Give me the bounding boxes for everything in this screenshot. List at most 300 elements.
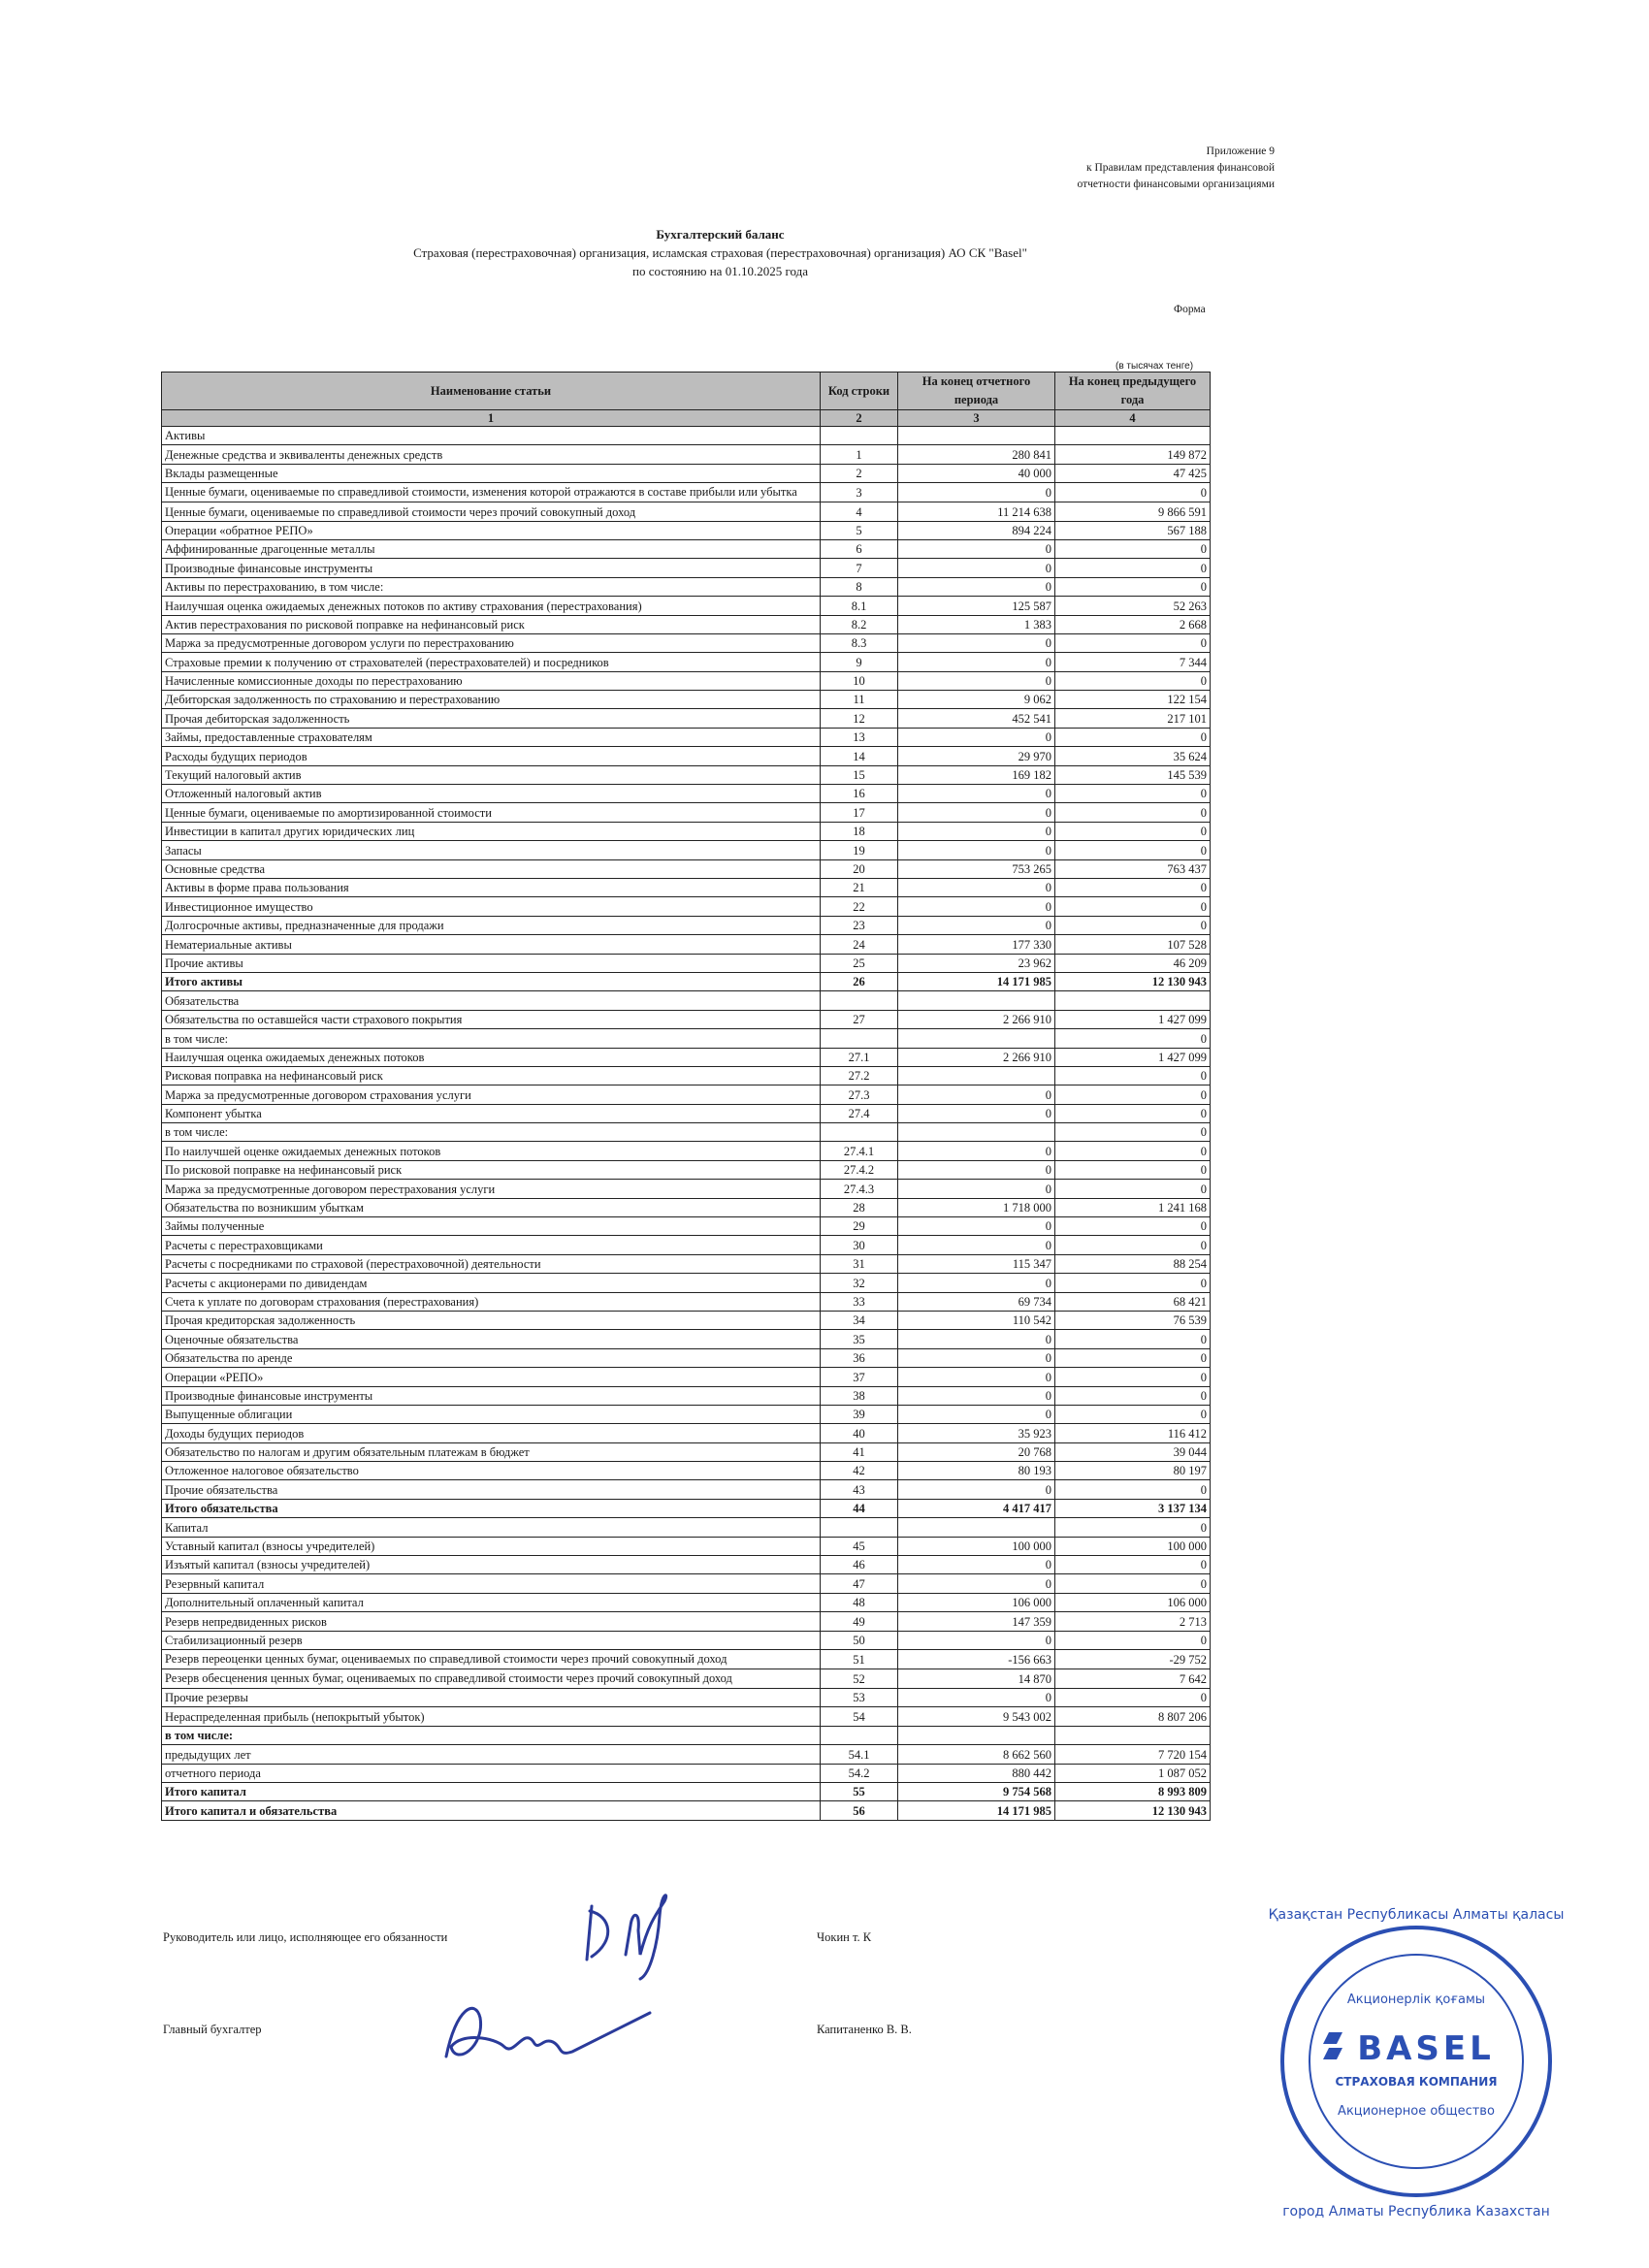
- row-current-value: 4 417 417: [898, 1499, 1055, 1517]
- row-name: Счета к уплате по договорам страхования (перестрахования): [162, 1292, 821, 1311]
- table-row: [162, 539, 1211, 558]
- row-name: Денежные средства и эквиваленты денежных средств: [162, 445, 821, 464]
- row-name: Расчеты с акционерами по дивидендам: [162, 1274, 821, 1292]
- table-row: [162, 691, 1211, 709]
- row-code: 4: [821, 502, 898, 521]
- row-previous-value: 217 101: [1055, 709, 1211, 728]
- head-name: Чокин т. К: [817, 1930, 872, 1944]
- accountant-signature-label: Главный бухгалтер: [163, 2023, 262, 2036]
- row-previous-value: 0: [1055, 1330, 1211, 1348]
- row-code: 27.1: [821, 1048, 898, 1066]
- row-code: 1: [821, 445, 898, 464]
- appendix-line: к Правилам представления финансовой: [1085, 162, 1275, 174]
- row-current-value: 14 171 985: [898, 972, 1055, 990]
- row-previous-value: 0: [1055, 1556, 1211, 1574]
- row-name: Доходы будущих периодов: [162, 1424, 821, 1442]
- row-previous-value: 7 642: [1055, 1669, 1211, 1689]
- row-previous-value: 12 130 943: [1055, 1801, 1211, 1820]
- row-code: 27: [821, 1010, 898, 1028]
- form-label: Форма: [1174, 304, 1206, 315]
- header-row-code: Код строки: [821, 373, 898, 410]
- row-current-value: 0: [898, 653, 1055, 671]
- row-code: [821, 427, 898, 445]
- row-previous-value: 88 254: [1055, 1254, 1211, 1273]
- row-current-value: 40 000: [898, 464, 1055, 482]
- row-current-value: -156 663: [898, 1650, 1055, 1669]
- row-name: Маржа за предусмотренные договором услуги по перестрахованию: [162, 633, 821, 652]
- row-previous-value: 1 427 099: [1055, 1010, 1211, 1028]
- row-current-value: 110 542: [898, 1311, 1055, 1329]
- row-current-value: 0: [898, 1085, 1055, 1104]
- row-previous-value: 2 668: [1055, 615, 1211, 633]
- row-previous-value: 0: [1055, 803, 1211, 822]
- row-previous-value: 1 087 052: [1055, 1764, 1211, 1782]
- row-code: 51: [821, 1650, 898, 1669]
- table-row: [162, 1707, 1211, 1726]
- stamp-outer-text: Қазақстан Республикасы Алматы қаласы: [1268, 1907, 1565, 1923]
- table-row: [162, 1180, 1211, 1198]
- row-previous-value: 8 993 809: [1055, 1782, 1211, 1800]
- row-code: 26: [821, 972, 898, 990]
- row-name: Прочая дебиторская задолженность: [162, 709, 821, 728]
- table-row: [162, 1593, 1211, 1611]
- header-number: 3: [898, 410, 1055, 427]
- row-code: 27.2: [821, 1066, 898, 1085]
- row-previous-value: 35 624: [1055, 747, 1211, 765]
- row-name: в том числе:: [162, 1726, 821, 1744]
- table-row: [162, 1198, 1211, 1216]
- row-previous-value: 0: [1055, 1160, 1211, 1179]
- row-name: Займы полученные: [162, 1217, 821, 1236]
- row-current-value: [898, 1726, 1055, 1744]
- table-row: [162, 897, 1211, 916]
- row-name: Резерв непредвиденных рисков: [162, 1612, 821, 1631]
- row-current-value: 80 193: [898, 1462, 1055, 1480]
- row-current-value: 452 541: [898, 709, 1055, 728]
- row-name: Дебиторская задолженность по страхованию и перестрахованию: [162, 691, 821, 709]
- row-code: 20: [821, 859, 898, 878]
- table-row: [162, 859, 1211, 878]
- row-name: в том числе:: [162, 1029, 821, 1048]
- row-current-value: 8 662 560: [898, 1745, 1055, 1764]
- row-name: Изъятый капитал (взносы учредителей): [162, 1556, 821, 1574]
- table-row: [162, 1574, 1211, 1593]
- table-row: [162, 1782, 1211, 1800]
- row-previous-value: 0: [1055, 1480, 1211, 1499]
- header-number: 2: [821, 410, 898, 427]
- table-row: [162, 747, 1211, 765]
- table-row: [162, 878, 1211, 896]
- row-name: Обязательства по возникшим убыткам: [162, 1198, 821, 1216]
- row-current-value: 14 171 985: [898, 1801, 1055, 1820]
- row-code: 31: [821, 1254, 898, 1273]
- row-name: Инвестиционное имущество: [162, 897, 821, 916]
- appendix-line: отчетности финансовыми организациями: [1077, 178, 1275, 190]
- row-code: 13: [821, 728, 898, 746]
- row-name: Стабилизационный резерв: [162, 1631, 821, 1649]
- row-code: [821, 991, 898, 1010]
- header-current-period: На конец отчетного периода: [898, 373, 1055, 410]
- row-name: Инвестиции в капитал других юридических лиц: [162, 822, 821, 840]
- row-current-value: 880 442: [898, 1764, 1055, 1782]
- table-row: [162, 1537, 1211, 1555]
- row-name: Аффинированные драгоценные металлы: [162, 539, 821, 558]
- row-current-value: 9 754 568: [898, 1782, 1055, 1800]
- head-signature: [572, 1887, 718, 1984]
- row-name: Прочая кредиторская задолженность: [162, 1311, 821, 1329]
- row-name: Оценочные обязательства: [162, 1330, 821, 1348]
- row-previous-value: 0: [1055, 1104, 1211, 1122]
- row-code: 38: [821, 1386, 898, 1405]
- table-row: [162, 709, 1211, 728]
- row-name: Итого обязательства: [162, 1499, 821, 1517]
- row-current-value: [898, 1066, 1055, 1085]
- row-current-value: 280 841: [898, 445, 1055, 464]
- row-previous-value: 12 130 943: [1055, 972, 1211, 990]
- row-code: 15: [821, 765, 898, 784]
- row-code: 25: [821, 954, 898, 972]
- row-code: 3: [821, 483, 898, 502]
- row-current-value: 753 265: [898, 859, 1055, 878]
- row-code: 5: [821, 521, 898, 539]
- row-current-value: 0: [898, 1330, 1055, 1348]
- row-code: 36: [821, 1348, 898, 1367]
- row-previous-value: 1 427 099: [1055, 1048, 1211, 1066]
- head-signature-label: Руководитель или лицо, исполняющее его обязанности: [163, 1930, 448, 1944]
- row-code: 43: [821, 1480, 898, 1499]
- header-previous-year: На конец предыдущего года: [1055, 373, 1211, 410]
- row-code: 17: [821, 803, 898, 822]
- row-previous-value: 0: [1055, 1123, 1211, 1142]
- row-code: 10: [821, 671, 898, 690]
- row-code: 27.3: [821, 1085, 898, 1104]
- row-current-value: 115 347: [898, 1254, 1055, 1273]
- document-title: Бухгалтерский баланс: [656, 227, 785, 242]
- row-name: Компонент убытка: [162, 1104, 821, 1122]
- row-current-value: 0: [898, 1556, 1055, 1574]
- row-name: Операции «обратное РЕПО»: [162, 521, 821, 539]
- row-name: Запасы: [162, 841, 821, 859]
- row-previous-value: 0: [1055, 1689, 1211, 1707]
- table-row: [162, 1217, 1211, 1236]
- row-name: Нераспределенная прибыль (непокрытый убыток): [162, 1707, 821, 1726]
- row-previous-value: 0: [1055, 785, 1211, 803]
- table-row: [162, 1801, 1211, 1820]
- row-code: 55: [821, 1782, 898, 1800]
- row-previous-value: 0: [1055, 1518, 1211, 1537]
- row-previous-value: 0: [1055, 1085, 1211, 1104]
- row-name: Уставный капитал (взносы учредителей): [162, 1537, 821, 1555]
- units-label: (в тысячах тенге): [1116, 361, 1194, 372]
- row-code: 8.2: [821, 615, 898, 633]
- row-name: Резерв обесценения ценных бумаг, оцениваемых по справедливой стоимости через прочий совокупный доход: [162, 1669, 821, 1689]
- document-title-block: [0, 225, 1440, 280]
- row-name: Производные финансовые инструменты: [162, 1386, 821, 1405]
- row-previous-value: 0: [1055, 1368, 1211, 1386]
- row-code: 27.4.2: [821, 1160, 898, 1179]
- row-previous-value: 0: [1055, 559, 1211, 577]
- row-current-value: 11 214 638: [898, 502, 1055, 521]
- table-row: [162, 1669, 1211, 1689]
- row-code: 54: [821, 1707, 898, 1726]
- row-code: 14: [821, 747, 898, 765]
- row-name: Активы в форме права пользования: [162, 878, 821, 896]
- row-current-value: 0: [898, 897, 1055, 916]
- row-previous-value: 0: [1055, 897, 1211, 916]
- table-row: [162, 765, 1211, 784]
- row-current-value: 14 870: [898, 1669, 1055, 1689]
- row-code: [821, 1726, 898, 1744]
- accountant-signature: [436, 1989, 669, 2076]
- row-code: 11: [821, 691, 898, 709]
- row-code: 7: [821, 559, 898, 577]
- table-row: [162, 1764, 1211, 1782]
- row-previous-value: 0: [1055, 539, 1211, 558]
- row-code: 50: [821, 1631, 898, 1649]
- row-code: 24: [821, 935, 898, 954]
- row-current-value: [898, 1029, 1055, 1048]
- report-date: по состоянию на 01.10.2025 года: [632, 264, 808, 278]
- row-name: Страховые премии к получению от страхователей (перестрахователей) и посредников: [162, 653, 821, 671]
- table-row: [162, 1556, 1211, 1574]
- row-name: Активы: [162, 427, 821, 445]
- table-row: [162, 1612, 1211, 1631]
- row-name: Итого капитал: [162, 1782, 821, 1800]
- row-code: 2: [821, 464, 898, 482]
- table-row: [162, 822, 1211, 840]
- row-previous-value: 100 000: [1055, 1537, 1211, 1555]
- row-previous-value: 0: [1055, 1180, 1211, 1198]
- header-item-name: Наименование статьи: [162, 373, 821, 410]
- table-row: [162, 1499, 1211, 1517]
- row-current-value: 0: [898, 1631, 1055, 1649]
- row-code: [821, 1518, 898, 1537]
- table-row: [162, 785, 1211, 803]
- row-code: 18: [821, 822, 898, 840]
- row-name: Отложенный налоговый актив: [162, 785, 821, 803]
- row-current-value: 0: [898, 1405, 1055, 1423]
- row-code: 29: [821, 1217, 898, 1236]
- row-name: Маржа за предусмотренные договором страхования услуги: [162, 1085, 821, 1104]
- row-current-value: 0: [898, 1142, 1055, 1160]
- row-current-value: [898, 991, 1055, 1010]
- table-row: [162, 1689, 1211, 1707]
- row-code: 52: [821, 1669, 898, 1689]
- row-code: 21: [821, 878, 898, 896]
- row-code: 40: [821, 1424, 898, 1442]
- row-code: 27.4.1: [821, 1142, 898, 1160]
- table-row: [162, 1650, 1211, 1669]
- row-previous-value: 3 137 134: [1055, 1499, 1211, 1517]
- row-current-value: 0: [898, 1689, 1055, 1707]
- row-code: 16: [821, 785, 898, 803]
- row-name: отчетного периода: [162, 1764, 821, 1782]
- row-name: Расчеты с перестраховщиками: [162, 1236, 821, 1254]
- row-name: Резервный капитал: [162, 1574, 821, 1593]
- table-row: [162, 803, 1211, 822]
- row-current-value: 0: [898, 803, 1055, 822]
- row-current-value: [898, 427, 1055, 445]
- row-previous-value: 122 154: [1055, 691, 1211, 709]
- row-previous-value: 9 866 591: [1055, 502, 1211, 521]
- row-previous-value: 145 539: [1055, 765, 1211, 784]
- row-current-value: 147 359: [898, 1612, 1055, 1631]
- row-current-value: 9 062: [898, 691, 1055, 709]
- row-previous-value: 47 425: [1055, 464, 1211, 482]
- balance-sheet-table: [161, 372, 1211, 1821]
- row-code: 19: [821, 841, 898, 859]
- row-name: Дополнительный оплаченный капитал: [162, 1593, 821, 1611]
- table-row: [162, 1142, 1211, 1160]
- row-code: 8.1: [821, 597, 898, 615]
- row-code: 30: [821, 1236, 898, 1254]
- row-previous-value: 7 344: [1055, 653, 1211, 671]
- row-code: 12: [821, 709, 898, 728]
- row-previous-value: 107 528: [1055, 935, 1211, 954]
- table-row: [162, 1726, 1211, 1744]
- table-row: [162, 1066, 1211, 1085]
- row-name: Итого капитал и обязательства: [162, 1801, 821, 1820]
- row-previous-value: 0: [1055, 841, 1211, 859]
- row-current-value: 0: [898, 841, 1055, 859]
- row-code: 32: [821, 1274, 898, 1292]
- row-name: Займы, предоставленные страхователям: [162, 728, 821, 746]
- header-number: 4: [1055, 410, 1211, 427]
- row-name: Начисленные комиссионные доходы по перестрахованию: [162, 671, 821, 690]
- row-name: Отложенное налоговое обязательство: [162, 1462, 821, 1480]
- table-row: [162, 1405, 1211, 1423]
- table-row: [162, 1123, 1211, 1142]
- table-row: [162, 1292, 1211, 1311]
- section-row: [162, 1518, 1211, 1537]
- row-current-value: [898, 1123, 1055, 1142]
- table-row: [162, 445, 1211, 464]
- table-row: [162, 1462, 1211, 1480]
- row-name: Выпущенные облигации: [162, 1405, 821, 1423]
- row-current-value: [898, 1518, 1055, 1537]
- row-previous-value: 0: [1055, 483, 1211, 502]
- row-current-value: 0: [898, 1480, 1055, 1499]
- row-previous-value: 0: [1055, 822, 1211, 840]
- table-row: [162, 1029, 1211, 1048]
- row-previous-value: 0: [1055, 1236, 1211, 1254]
- table-row: [162, 597, 1211, 615]
- row-previous-value: 52 263: [1055, 597, 1211, 615]
- table-row: [162, 559, 1211, 577]
- table-row: [162, 653, 1211, 671]
- row-code: 46: [821, 1556, 898, 1574]
- table-row: [162, 1010, 1211, 1028]
- row-name: Долгосрочные активы, предназначенные для продажи: [162, 916, 821, 934]
- row-code: 54.1: [821, 1745, 898, 1764]
- row-current-value: 0: [898, 1386, 1055, 1405]
- row-current-value: 2 266 910: [898, 1048, 1055, 1066]
- row-previous-value: 0: [1055, 1574, 1211, 1593]
- row-current-value: 0: [898, 577, 1055, 596]
- row-current-value: 1 383: [898, 615, 1055, 633]
- row-previous-value: 0: [1055, 671, 1211, 690]
- row-previous-value: 106 000: [1055, 1593, 1211, 1611]
- table-row: [162, 521, 1211, 539]
- row-previous-value: 0: [1055, 1386, 1211, 1405]
- row-code: 35: [821, 1330, 898, 1348]
- row-name: Производные финансовые инструменты: [162, 559, 821, 577]
- table-row: [162, 1274, 1211, 1292]
- stamp-logo-icon: [1323, 2032, 1342, 2059]
- row-name: Прочие активы: [162, 954, 821, 972]
- table-row: [162, 1348, 1211, 1367]
- row-current-value: 23 962: [898, 954, 1055, 972]
- row-code: 53: [821, 1689, 898, 1707]
- row-name: Обязательство по налогам и другим обязательным платежам в бюджет: [162, 1442, 821, 1461]
- row-current-value: 894 224: [898, 521, 1055, 539]
- row-previous-value: 0: [1055, 577, 1211, 596]
- appendix-note: [1077, 144, 1275, 193]
- table-row: [162, 954, 1211, 972]
- row-name: Итого активы: [162, 972, 821, 990]
- row-name: Наилучшая оценка ожидаемых денежных потоков по активу страхования (перестрахования): [162, 597, 821, 615]
- section-row: [162, 427, 1211, 445]
- row-current-value: 0: [898, 728, 1055, 746]
- row-name: Ценные бумаги, оцениваемые по справедливой стоимости через прочий совокупный доход: [162, 502, 821, 521]
- row-name: Основные средства: [162, 859, 821, 878]
- table-row: [162, 935, 1211, 954]
- row-previous-value: 76 539: [1055, 1311, 1211, 1329]
- row-previous-value: [1055, 427, 1211, 445]
- row-name: Маржа за предусмотренные договором перестрахования услуги: [162, 1180, 821, 1198]
- row-previous-value: 0: [1055, 878, 1211, 896]
- row-current-value: 35 923: [898, 1424, 1055, 1442]
- row-name: Расходы будущих периодов: [162, 747, 821, 765]
- row-previous-value: 567 188: [1055, 521, 1211, 539]
- row-code: 54.2: [821, 1764, 898, 1782]
- table-row: [162, 502, 1211, 521]
- row-previous-value: 0: [1055, 1066, 1211, 1085]
- row-current-value: 1 718 000: [898, 1198, 1055, 1216]
- section-row: [162, 991, 1211, 1010]
- row-current-value: 0: [898, 559, 1055, 577]
- row-code: 28: [821, 1198, 898, 1216]
- row-current-value: 69 734: [898, 1292, 1055, 1311]
- row-current-value: 0: [898, 1236, 1055, 1254]
- header-number: 1: [162, 410, 821, 427]
- row-code: 47: [821, 1574, 898, 1593]
- table-row: [162, 1745, 1211, 1764]
- row-code: 9: [821, 653, 898, 671]
- row-current-value: 0: [898, 1217, 1055, 1236]
- row-name: Операции «РЕПО»: [162, 1368, 821, 1386]
- row-name: Вклады размещенные: [162, 464, 821, 482]
- row-current-value: 106 000: [898, 1593, 1055, 1611]
- row-previous-value: [1055, 1726, 1211, 1744]
- row-code: [821, 1029, 898, 1048]
- row-name: Актив перестрахования по рисковой поправке на нефинансовый риск: [162, 615, 821, 633]
- row-current-value: 0: [898, 878, 1055, 896]
- stamp-line1: Акционерлік қоғамы: [1346, 1993, 1486, 2007]
- stamp-brand: BASEL: [1357, 2029, 1495, 2068]
- row-current-value: 177 330: [898, 935, 1055, 954]
- row-code: 56: [821, 1801, 898, 1820]
- table-row: [162, 1311, 1211, 1329]
- row-current-value: 29 970: [898, 747, 1055, 765]
- row-code: 22: [821, 897, 898, 916]
- stamp-line2: СТРАХОВАЯ КОМПАНИЯ: [1335, 2075, 1498, 2089]
- row-code: 6: [821, 539, 898, 558]
- table-row: [162, 577, 1211, 596]
- table-row: [162, 1048, 1211, 1066]
- row-previous-value: -29 752: [1055, 1650, 1211, 1669]
- row-name: Ценные бумаги, оцениваемые по амортизированной стоимости: [162, 803, 821, 822]
